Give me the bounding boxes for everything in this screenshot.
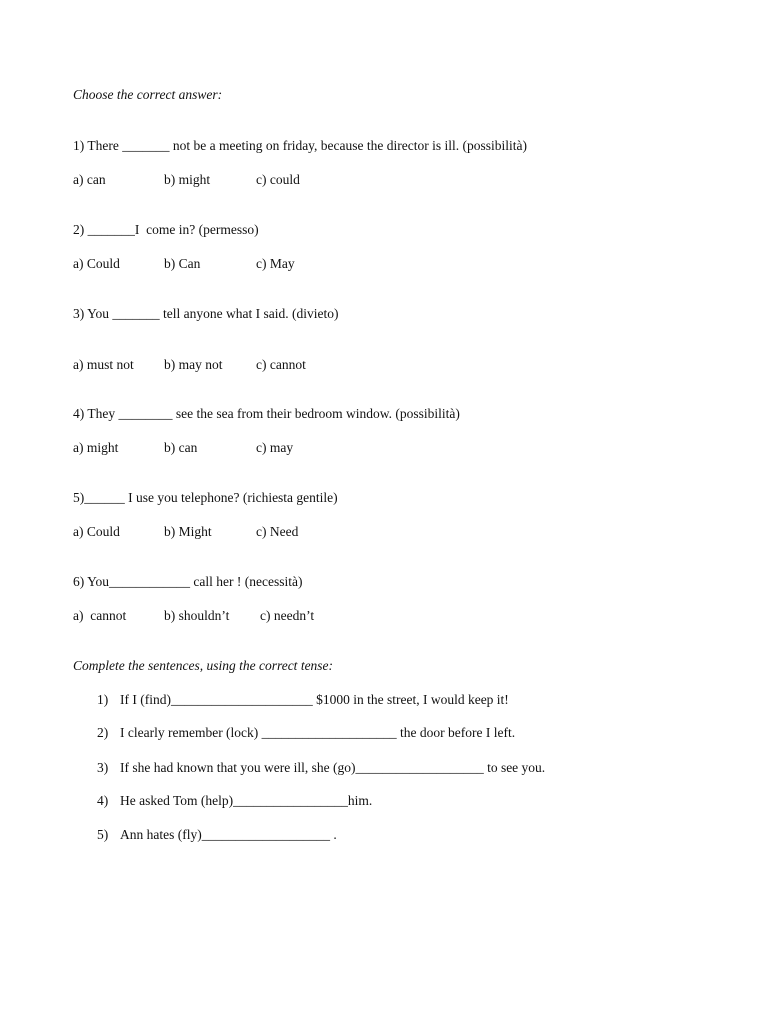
q6-option-b: b) shouldn’t [164, 608, 230, 623]
q5-option-b: b) Might [164, 524, 212, 539]
q2-option-b: b) Can [164, 256, 201, 271]
q4-option-c: c) may [256, 440, 294, 455]
q3-option-c: c) cannot [256, 357, 306, 372]
q3-option-a: a) must not [73, 357, 134, 372]
sentence-3: If she had known that you were ill, she (go)___________________ to see you. [120, 760, 546, 775]
section-heading-choose: Choose the correct answer: [73, 87, 223, 102]
q6-option-c: c) needn’t [260, 608, 315, 623]
sentence-3-number: 3) [97, 760, 109, 775]
q1-option-a: a) can [73, 172, 106, 187]
q5-option-a: a) Could [73, 524, 120, 539]
q5-option-c: c) Need [256, 524, 299, 539]
question-1: 1) There _______ not be a meeting on friday, because the director is ill. (possibilità) [73, 138, 527, 153]
sentence-4-number: 4) [97, 793, 109, 808]
sentence-5-number: 5) [97, 827, 109, 842]
sentence-2: I clearly remember (lock) ____________________ the door before I left. [120, 725, 516, 740]
q2-option-a: a) Could [73, 256, 120, 271]
q3-option-b: b) may not [164, 357, 223, 372]
question-6: 6) You____________ call her ! (necessità) [73, 574, 303, 589]
q6-option-a: a) cannot [73, 608, 127, 623]
q1-option-b: b) might [164, 172, 211, 187]
q1-option-c: c) could [256, 172, 300, 187]
sentence-2-number: 2) [97, 725, 109, 740]
sentence-5: Ann hates (fly)___________________ . [120, 827, 337, 842]
question-4: 4) They ________ see the sea from their bedroom window. (possibilità) [73, 406, 460, 421]
q2-option-c: c) May [256, 256, 295, 271]
q4-option-b: b) can [164, 440, 198, 455]
question-2: 2) _______I come in? (permesso) [73, 222, 259, 237]
sentence-1-number: 1) [97, 692, 109, 707]
sentence-1: If I (find)_____________________ $1000 in the street, I would keep it! [120, 692, 509, 707]
question-5: 5)______ I use you telephone? (richiesta gentile) [73, 490, 338, 505]
question-3: 3) You _______ tell anyone what I said. (divieto) [73, 306, 339, 321]
sentence-4: He asked Tom (help)_________________him. [120, 793, 373, 808]
section-heading-complete: Complete the sentences, using the correct tense: [73, 658, 334, 673]
q4-option-a: a) might [73, 440, 119, 455]
